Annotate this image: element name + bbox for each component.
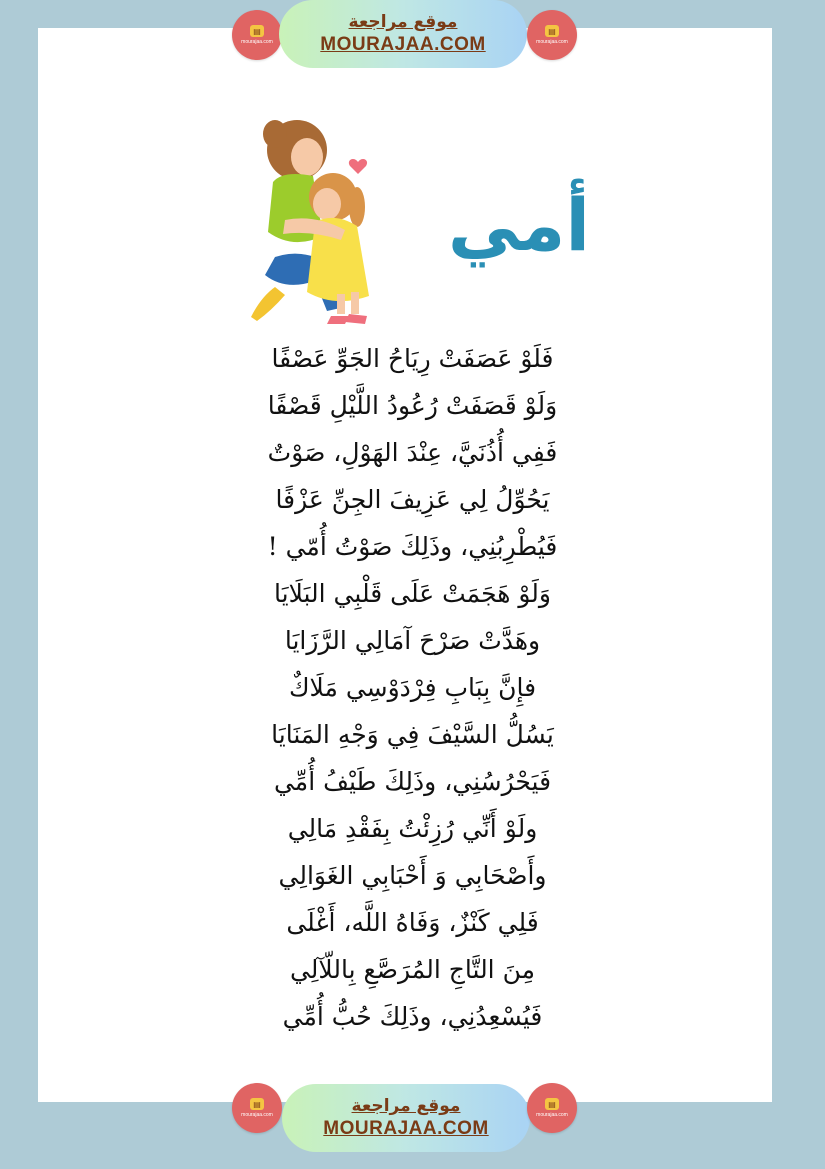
book-icon: ▤ [250, 25, 264, 37]
site-name-arabic: موقع مراجعة [348, 12, 458, 32]
site-name-arabic: موقع مراجعة [351, 1096, 461, 1116]
book-icon: ▤ [545, 25, 559, 37]
poem-line: وهَدَّتْ صَرْحَ آمَالِي الرَّزَايَا [284, 626, 541, 655]
mother-child-hug-illustration [245, 112, 395, 330]
poem-line: فَيُسْعِدُنِي، وذَلِكَ حُبُّ أُمِّي [282, 1002, 543, 1031]
book-icon: ▤ [545, 1098, 559, 1110]
poem-line: يَسُلُّ السَّيْفَ فِي وَجْهِ المَنَايَا [271, 720, 554, 749]
site-logo-badge: ▤ mourajaa.com [232, 1083, 282, 1133]
poem-line: فَيُطْرِبُنِي، وذَلِكَ صَوْتُ أُمّي ! [267, 532, 558, 561]
site-logo-badge: ▤ mourajaa.com [527, 1083, 577, 1133]
poem-line: فَفِي أُذُنَيَّ، عِنْدَ الهَوْلِ، صَوْتٌ [267, 438, 558, 467]
site-name-english: MOURAJAA.COM [323, 1118, 489, 1139]
page-title: أمي [447, 183, 590, 267]
poem [160, 335, 665, 1040]
poem-line: يَحُوِّلُ لِي عَزِيفَ الجِنِّ عَزْفًا [275, 485, 550, 514]
poem-line: مِنَ التَّاجِ المُرَصَّعِ بِاللّآلِي [289, 955, 536, 984]
poem-line: فَيَحْرُسُنِي، وذَلِكَ طَيْفُ أُمِّي [273, 767, 552, 796]
site-logo-badge: ▤ mourajaa.com [232, 10, 282, 60]
heart-icon [349, 159, 367, 174]
poem-line: فَلِي كَنْزٌ، وَفَاهُ اللَّه، أَغْلَى [286, 908, 539, 937]
poem-line: وَلَوْ قَصَفَتْ رُعُودُ اللَّيْلِ قَصْفًا [267, 391, 558, 420]
poem-line: وَلَوْ هَجَمَتْ عَلَى قَلْبِي البَلَايَا [274, 579, 551, 608]
site-logo-badge: ▤ mourajaa.com [527, 10, 577, 60]
footer-banner [0, 1083, 825, 1153]
site-link[interactable] [279, 0, 527, 68]
poem-line: فَلَوْ عَصَفَتْ رِيَاحُ الجَوِّ عَصْفًا [271, 344, 554, 373]
site-name-english: MOURAJAA.COM [320, 34, 486, 55]
poem-line: فإِنَّ بِبَابِ فِرْدَوْسِي مَلَاكٌ [288, 673, 537, 702]
header-banner [0, 0, 825, 70]
site-link[interactable] [282, 1084, 530, 1152]
poem-line: وأَصْحَابِي وَ أَحْبَابِي الغَوَالِي [278, 861, 547, 890]
poem-line: ولَوْ أَنِّي رُزِئْتُ بِفَقْدِ مَالِي [287, 814, 538, 843]
book-icon: ▤ [250, 1098, 264, 1110]
